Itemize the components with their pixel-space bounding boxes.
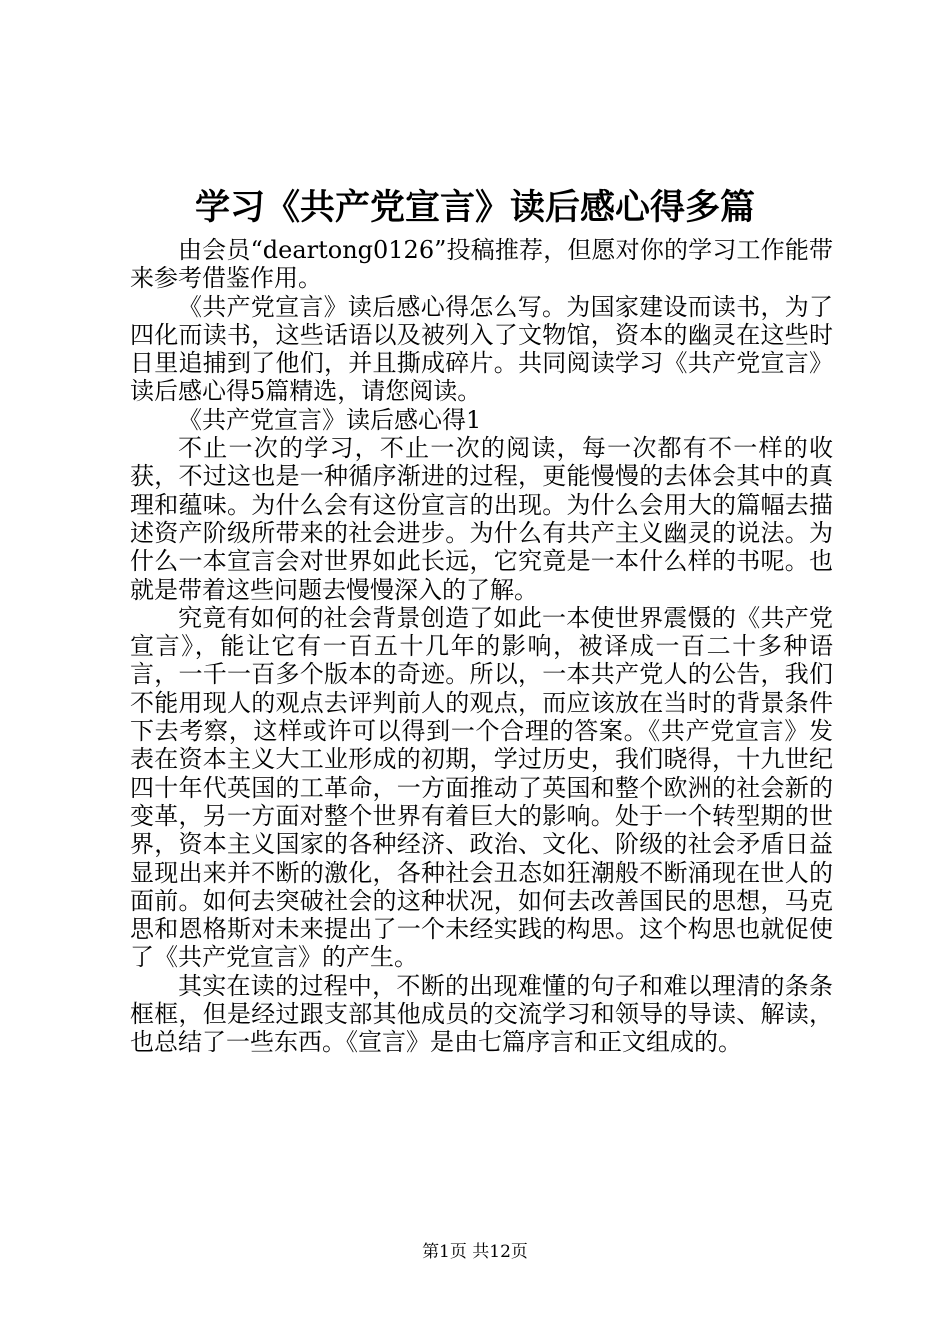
paragraph-summary: 《共产党宣言》读后感心得怎么写。为国家建设而读书，为了四化而读书，这些话语以及被列入了文物馆，资本的幽灵在这些时日里追捕到了他们，并且撕成碎片。共同阅读学习《共产党宣言》读后感心得5篇精选，请您阅读。 [130, 292, 833, 406]
paragraph-intro: 由会员“deartong0126”投稿推荐，但愿对你的学习工作能带来参考借鉴作用。 [130, 236, 833, 293]
paragraph-body-2: 究竟有如何的社会背景创造了如此一本使世界震慑的《共产党宣言》，能让它有一百五十几年的影响，被译成一百二十多种语言，一千一百多个版本的奇迹。所以，一本共产党人的公告，我们不能用现人的观点去评判前人的观点，而应该放在当时的背景条件下去考察，这样或许可以得到一个合理的答案。《共产党宣言》发表在资本主义大工业形成的初期，学过历史，我们晓得，十九世纪四十年代英国的工革命，一方面推动了英国和整个欧洲的社会新的变革，另一方面对整个世界有着巨大的影响。处于一个转型期的世界，资本主义国家的各种经济、政治、文化、阶级的社会矛盾日益显现出来并不断的激化，各种社会丑态如狂潮般不断涌现在世人的面前。如何去突破社会的这种状况，如何去改善国民的思想，马克思和恩格斯对未来提出了一个未经实践的构思。这个构思也就促使了《共产党宣言》的产生。 [130, 603, 833, 972]
document-body [130, 236, 833, 1057]
paragraph-body-1: 不止一次的学习，不止一次的阅读，每一次都有不一样的收获，不过这也是一种循序渐进的过程，更能慢慢的去体会其中的真理和蕴味。为什么会有这份宣言的出现。为什么会用大的篇幅去描述资产阶级所带来的社会进步。为什么有共产主义幽灵的说法。为什么一本宣言会对世界如此长远，它究竟是一本什么样的书呢。也就是带着这些问题去慢慢深入的了解。 [130, 434, 833, 604]
page-number-footer: 第1页 共12页 [422, 1242, 528, 1262]
document-title: 学习《共产党宣言》读后感心得多篇 [194, 187, 755, 228]
section-heading-1: 《共产党宣言》读后感心得1 [178, 405, 482, 434]
paragraph-body-3: 其实在读的过程中，不断的出现难懂的句子和难以理清的条条框框，但是经过跟支部其他成员的交流学习和领导的导读、解读，也总结了一些东西。《宣言》是由七篇序言和正文组成的。 [130, 971, 833, 1057]
